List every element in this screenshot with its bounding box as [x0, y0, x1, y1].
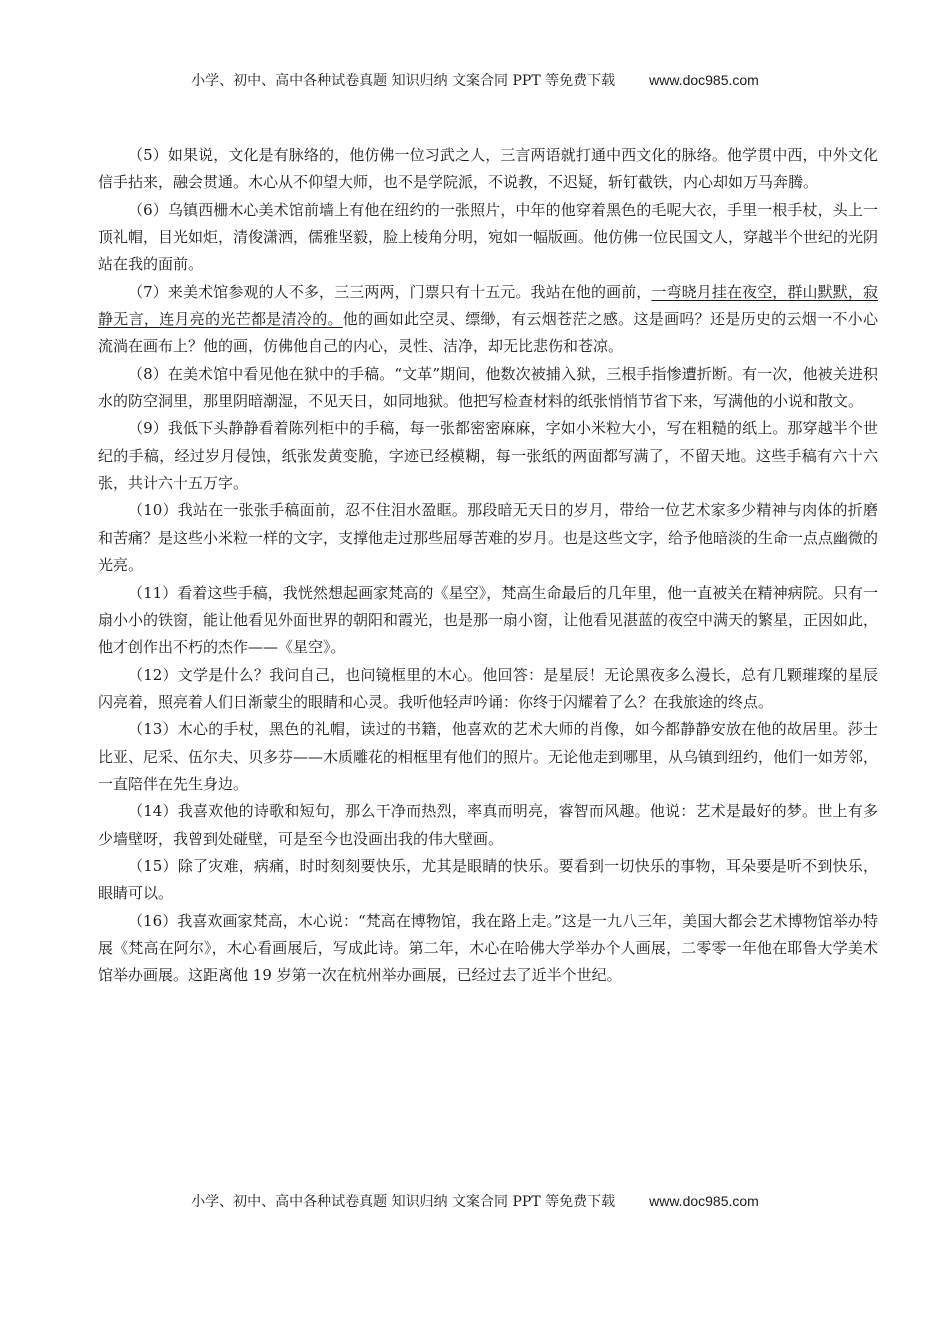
paragraph-5: （5）如果说，文化是有脉络的，他仿佛一位习武之人，三言两语就打通中西文化的脉络。他学贯中西，中外文化信手拈来，融会贯通。木心从不仰望大师，也不是学院派，不说教，不迟疑，斩钉截铁，内心却如万马奔腾。 — [98, 146, 878, 192]
header-site-link[interactable]: www.doc985.com — [649, 72, 759, 88]
paragraph-7 — [98, 279, 878, 361]
paragraph-10: （10）我站在一张张手稿面前，忍不住泪水盈眶。那段暗无天日的岁月，带给一位艺术家多少精神与肉体的折磨和苦痛？是这些小米粒一样的文字，支撑他走过那些屈辱苦难的岁月。也是这些文字，给予他暗淡的生命一点点幽微的光亮。 — [98, 501, 879, 575]
paragraph-15: （15）除了灾难，病痛，时时刻刻要快乐，尤其是眼睛的快乐。要看到一切快乐的事物，耳朵要是听不到快乐，眼睛可以。 — [98, 856, 878, 903]
paragraph-12: （12）文学是什么？我问自己，也问镜框里的木心。他回答：是星辰！无论黑夜多么漫长，总有几颗璀璨的星辰闪亮着，照亮着人们日渐蒙尘的眼睛和心灵。我听他轻声吟诵：你终于闪耀着了么？在我旅途的终点。 — [98, 665, 878, 711]
paragraph-8: （8）在美术馆中看见他在狱中的手稿。“文革”期间，他数次被捕入狱，三根手指惨遭折断。有一次，他被关进积水的防空洞里，那里阴暗潮湿，不见天日，如同地狱。他把写检查材料的纸张悄悄节省下来，写满他的小说和散文。 — [98, 364, 878, 411]
paragraph-11: （11）看着这些手稿，我恍然想起画家梵高的《星空》，梵高生命最后的几年里，他一直被关在精神病院。只有一扇小小的铁窗，能让他看见外面世界的朝阳和霞光，也是那一扇小窗，让他看见湛蓝的夜空中满天的繁星，正因如此，他才创作出不朽的杰作——《星空》。 — [98, 583, 879, 657]
header-text: 小学、初中、高中各种试卷真题 知识归纳 文案合同 PPT 等免费下载 — [191, 73, 616, 89]
paragraph-9: （9）我低下头静静看着陈列柜中的手稿，每一张都密密麻麻，字如小米粒大小，写在粗糙的纸上。那穿越半个世纪的手稿，经过岁月侵蚀，纸张发黄变脆，字迹已经模糊，每一张纸的两面都写满了，不留天地。这些手稿有六十六张，共计六十五万字。 — [98, 419, 878, 493]
footer-site-link[interactable]: www.doc985.com — [649, 1193, 759, 1209]
paragraph-6: （6）乌镇西栅木心美术馆前墙上有他在纽约的一张照片，中年的他穿着黑色的毛呢大衣，手里一根手杖，头上一顶礼帽，目光如炬，清俊潇洒，儒雅坚毅，脸上棱角分明，宛如一幅版画。他仿佛一位民国文人，穿越半个世纪的光阴站在我的面前。 — [98, 200, 879, 274]
paragraph-7-lead: （7）来美术馆参观的人不多，三三两两，门票只有十五元。我站在他的画前， — [128, 282, 652, 301]
article-body — [98, 142, 878, 990]
paragraph-16: （16）我喜欢画家梵高，木心说：“梵高在博物馆，我在路上走。”这是一九八三年，美国大都会艺术博物馆举办特展《梵高在阿尔》，木心看画展后，写成此诗。第二年，木心在哈佛大学举办个人画展，二零零一年他在耶鲁大学美术馆举办画展。这距离他 19 岁第一次在杭州举办画展，已经过去了近半个世纪。 — [98, 911, 878, 985]
page-header — [0, 70, 950, 90]
page-footer — [0, 1191, 950, 1211]
paragraph-13: （13）木心的手杖，黑色的礼帽，读过的书籍，他喜欢的艺术大师的肖像，如今都静静安放在他的故居里。莎士比亚、尼采、伍尔夫、贝多芬——木质雕花的相框里有他们的照片。无论他走到哪里，从乌镇到纽约，他们一如芳邻，一直陪伴在先生身边。 — [98, 720, 879, 793]
footer-text: 小学、初中、高中各种试卷真题 知识归纳 文案合同 PPT 等免费下载 — [191, 1194, 616, 1210]
paragraph-7-rest: 他的画如此空灵、缥缈，有云烟苍茫之感。这是画吗？还是历史的云烟一不小心流淌在画布上？他的画，仿佛他自己的内心，灵性、洁净，却无比悲伤和苍凉。 — [98, 310, 878, 356]
paragraph-14: （14）我喜欢他的诗歌和短句，那么干净而热烈，率真而明亮，睿智而风趣。他说：艺术是最好的梦。世上有多少墙壁呀，我曾到处碰壁，可是至今也没画出我的伟大壁画。 — [98, 802, 878, 848]
underlined-sentence: 一弯晓月挂在夜空，群山默默，寂静无言，连月亮的光芒都是清冷的。 — [98, 282, 878, 329]
